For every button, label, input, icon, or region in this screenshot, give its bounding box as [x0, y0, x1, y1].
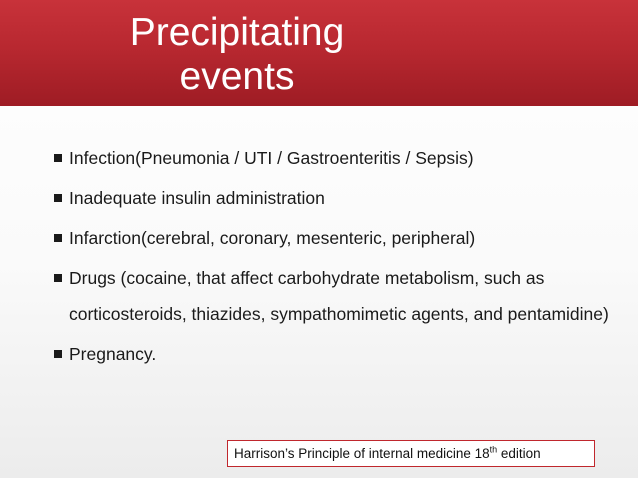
- bullet-item: [52, 180, 612, 216]
- bullet-item: [52, 260, 612, 332]
- bullet-item: [52, 220, 612, 256]
- square-bullet-icon: [54, 350, 62, 358]
- bullet-item: [52, 336, 612, 372]
- bullet-text: Inadequate insulin administration: [69, 188, 325, 208]
- bullet-text: Infarction(cerebral, coronary, mesenteric, peripheral): [69, 228, 476, 248]
- bullet-item: [52, 140, 612, 176]
- slide-title: Precipitating events: [129, 11, 345, 98]
- bullet-text: Pregnancy.: [69, 344, 157, 364]
- bullet-text: Infection(Pneumonia / UTI / Gastroenteritis / Sepsis): [69, 148, 474, 168]
- citation-superscript: th: [489, 444, 498, 455]
- square-bullet-icon: [54, 274, 62, 282]
- title-band: [0, 0, 638, 106]
- citation-suffix: edition: [497, 446, 541, 461]
- bullet-text: Drugs (cocaine, that affect carbohydrate metabolism, such as corticosteroids, thiazides, sympathomimetic agents, and pentamidine): [69, 268, 609, 324]
- bullet-list: [52, 140, 612, 376]
- square-bullet-icon: [54, 234, 62, 242]
- square-bullet-icon: [54, 154, 62, 162]
- square-bullet-icon: [54, 194, 62, 202]
- citation-text: Harrison’s Principle of internal medicine 18: [234, 446, 490, 461]
- citation-box: [227, 440, 595, 467]
